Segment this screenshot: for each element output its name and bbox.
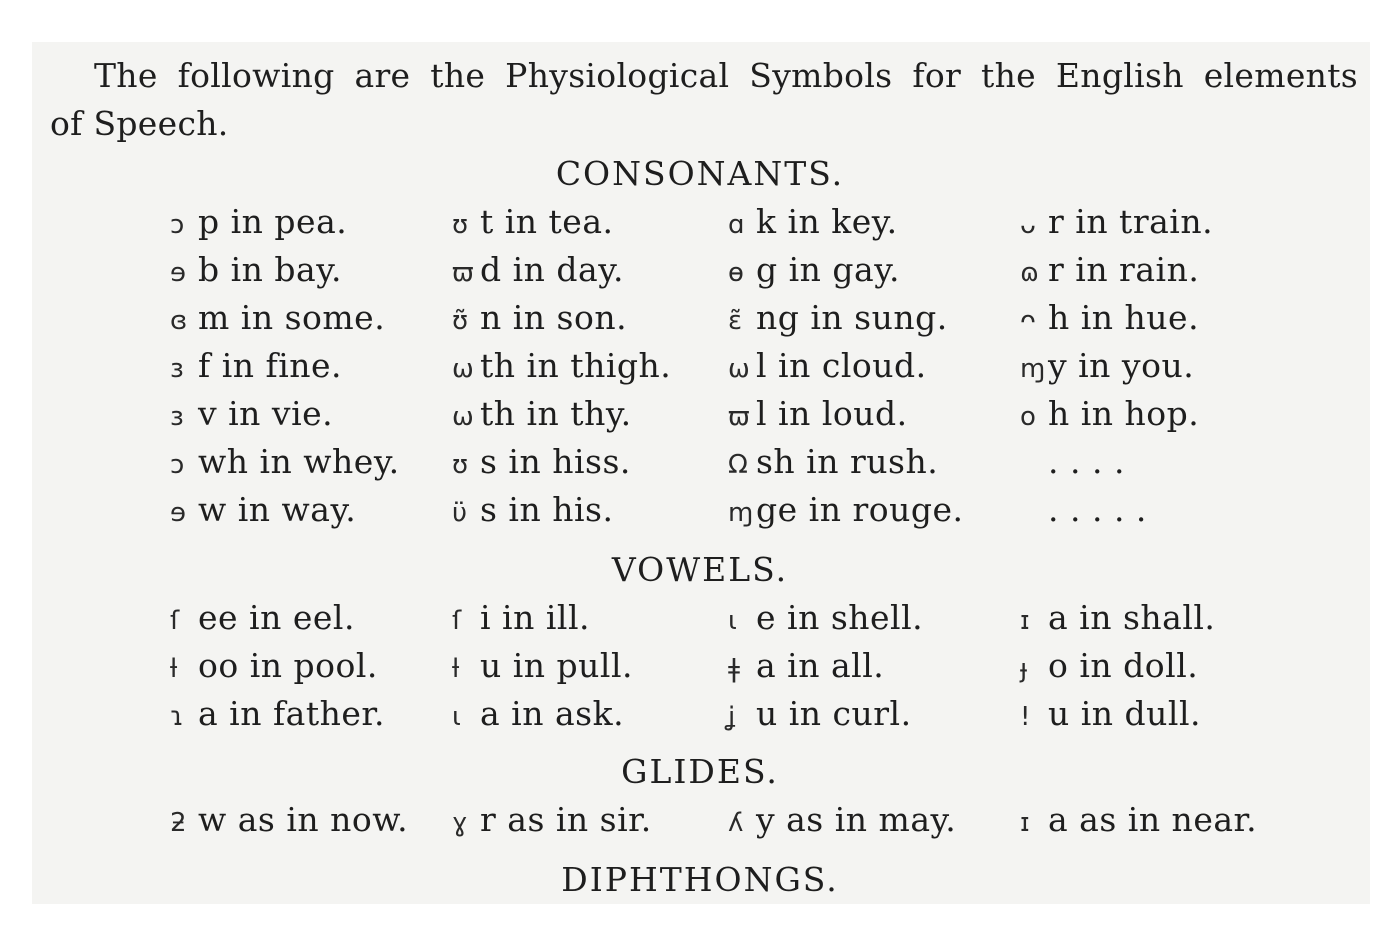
phonetic-symbol-icon: ʎ (728, 808, 744, 838)
phonetic-symbol-icon: ʝ (728, 702, 736, 732)
phonetic-symbol-icon: ɛ̃ (728, 306, 743, 336)
symbol-entry (170, 490, 356, 533)
symbol-description: s in his. (480, 490, 614, 529)
symbol-entry (170, 250, 342, 293)
phonetic-symbol-icon: o (1020, 402, 1036, 432)
symbol-entry (728, 202, 898, 245)
symbol-description: w in way. (198, 490, 357, 529)
phonetic-symbol-icon: ɔ (170, 450, 185, 480)
phonetic-symbol-icon: ɱ (728, 498, 754, 528)
phonetic-symbol-icon: ɞ (170, 306, 188, 336)
symbol-entry (728, 250, 900, 293)
section-heading: VOWELS. (611, 550, 789, 589)
phonetic-symbol-icon: ǂ (728, 654, 740, 684)
phonetic-symbol-icon: ſ (170, 606, 180, 636)
symbol-description: ee in eel. (198, 598, 355, 637)
symbol-description: th in thigh. (480, 346, 672, 385)
phonetic-symbol-icon: ! (1020, 702, 1031, 732)
symbol-entry (452, 202, 614, 245)
symbol-description: u in pull. (480, 646, 634, 685)
phonetic-symbol-icon: ƚ (170, 654, 178, 684)
symbol-entry (1020, 800, 1257, 843)
symbol-entry (728, 646, 884, 689)
symbol-description: . . . . . (1048, 490, 1147, 529)
symbol-entry (1020, 202, 1213, 245)
phonetic-symbol-icon: ɩ (728, 606, 737, 636)
symbol-description: f in fine. (198, 346, 343, 385)
symbol-entry (452, 250, 624, 293)
symbol-entry (1020, 442, 1125, 482)
phonetic-symbol-icon: ɿ (170, 702, 184, 732)
phonetic-symbol-icon: ʊ̃ (452, 306, 469, 336)
phonetic-symbol-icon: ɪ (1020, 606, 1030, 636)
intro-line-2: of Speech. (50, 104, 229, 143)
phonetic-symbol-icon: ϖ (452, 258, 474, 288)
symbol-description: ng in sung. (756, 298, 948, 337)
phonetic-symbol-icon: ɔ (170, 210, 185, 240)
phonetic-symbol-icon: ᴗ (1020, 210, 1036, 240)
symbol-description: n in son. (480, 298, 628, 337)
symbol-entry (452, 598, 590, 641)
symbol-description: p in pea. (198, 202, 348, 241)
phonetic-symbol-icon: ᴖ (1020, 306, 1036, 336)
symbol-description: e in shell. (756, 598, 924, 637)
intro-paragraph (50, 52, 1358, 148)
phonetic-symbol-icon: ѡ (452, 402, 474, 432)
symbol-entry (170, 800, 408, 843)
symbol-entry (452, 800, 652, 843)
intro-line-1: The following are the Physiological Symbols for the English elements (94, 56, 1358, 95)
symbol-description: l in loud. (756, 394, 908, 433)
symbol-entry (452, 694, 624, 737)
symbol-description: sh in rush. (756, 442, 939, 481)
phonetic-symbol-icon: ſ (452, 606, 462, 636)
symbol-description: r in train. (1048, 202, 1214, 241)
symbol-entry (452, 298, 627, 341)
phonetic-symbol-icon: ɘ (170, 498, 186, 528)
phonetic-symbol-icon: ɘ (170, 258, 186, 288)
symbol-description: oo in pool. (198, 646, 378, 685)
symbol-description: th in thy. (480, 394, 632, 433)
symbol-entry (1020, 598, 1215, 641)
phonetic-symbol-icon: Ω (728, 450, 748, 480)
symbol-description: ge in rouge. (756, 490, 964, 529)
symbol-entry (1020, 346, 1194, 389)
phonetic-symbol-icon: ɜ (170, 354, 184, 384)
phonetic-symbol-icon: з (170, 402, 184, 432)
phonetic-symbol-icon: ƚ (452, 654, 460, 684)
symbol-description: s in hiss. (480, 442, 631, 481)
symbol-entry (452, 490, 613, 533)
symbol-description: a in all. (756, 646, 885, 685)
symbol-description: d in day. (480, 250, 624, 289)
symbol-description: y in you. (1048, 346, 1195, 385)
section-heading: DIPHTHONGS. (561, 860, 839, 899)
phonetic-symbol-icon: ɣ (452, 808, 468, 838)
symbol-entry (1020, 250, 1199, 293)
symbol-entry (728, 598, 923, 641)
symbol-description: u in dull. (1048, 694, 1202, 733)
phonetic-symbol-icon: ɱ (1020, 354, 1046, 384)
symbol-description: a in father. (198, 694, 386, 733)
symbol-description: r in rain. (1048, 250, 1200, 289)
symbol-description: r as in sir. (480, 800, 652, 839)
phonetic-symbol-icon: ɟ (1020, 654, 1028, 684)
phonetic-symbol-icon: ι (452, 702, 461, 732)
symbol-entry (452, 346, 671, 389)
symbol-description: wh in whey. (198, 442, 400, 481)
symbol-entry (170, 598, 355, 641)
phonetic-symbol-icon: ɑ (728, 210, 745, 240)
section-heading: GLIDES. (621, 752, 779, 791)
symbol-description: . . . . (1048, 442, 1125, 481)
symbol-entry (452, 646, 633, 689)
symbol-description: l in cloud. (756, 346, 927, 385)
symbol-entry (728, 394, 908, 437)
symbol-entry (1020, 394, 1199, 437)
symbol-entry (452, 394, 632, 437)
symbol-description: g in gay. (756, 250, 900, 289)
symbol-entry (728, 442, 938, 485)
symbol-entry (1020, 490, 1147, 530)
phonetic-symbol-icon: ω (452, 354, 474, 384)
symbol-entry (170, 646, 378, 689)
symbol-description: a as in near. (1048, 800, 1258, 839)
symbol-entry (170, 202, 347, 245)
symbol-description: v in vie. (198, 394, 334, 433)
symbol-entry (1020, 298, 1199, 341)
symbol-entry (728, 346, 927, 389)
symbol-entry (728, 694, 912, 737)
symbol-entry (170, 442, 400, 485)
symbol-entry (170, 694, 385, 737)
symbol-entry (170, 298, 385, 341)
symbol-description: t in tea. (480, 202, 614, 241)
symbol-description: a in ask. (480, 694, 625, 733)
symbol-description: k in key. (756, 202, 898, 241)
phonetic-symbol-icon: ɵ (728, 258, 744, 288)
symbol-entry (452, 442, 631, 485)
symbol-description: a in shall. (1048, 598, 1216, 637)
symbol-description: h in hue. (1048, 298, 1200, 337)
symbol-entry (1020, 646, 1198, 689)
phonetic-symbol-icon: ʊ (452, 210, 469, 240)
symbol-description: u in curl. (756, 694, 912, 733)
symbol-description: w as in now. (198, 800, 409, 839)
symbol-entry (728, 298, 948, 341)
phonetic-symbol-icon: ϋ (452, 498, 468, 528)
symbol-description: o in doll. (1048, 646, 1199, 685)
phonetic-symbol-icon: ϖ (728, 402, 750, 432)
symbol-entry (728, 490, 963, 533)
phonetic-symbol-icon: ʊ (452, 450, 469, 480)
symbol-entry (170, 346, 342, 389)
phonetic-symbol-icon: ω (728, 354, 750, 384)
symbol-description: y as in may. (756, 800, 957, 839)
symbol-description: b in bay. (198, 250, 342, 289)
symbol-description: h in hop. (1048, 394, 1200, 433)
symbol-entry (170, 394, 333, 437)
symbol-entry (728, 800, 956, 843)
symbol-description: m in some. (198, 298, 386, 337)
symbol-entry (1020, 694, 1201, 737)
phonetic-symbol-icon: ƻ (170, 808, 187, 838)
section-heading: CONSONANTS. (555, 154, 845, 193)
symbol-description: i in ill. (480, 598, 590, 637)
phonetic-symbol-icon: ɪ (1020, 808, 1030, 838)
phonetic-symbol-icon: ɷ (1020, 258, 1039, 288)
